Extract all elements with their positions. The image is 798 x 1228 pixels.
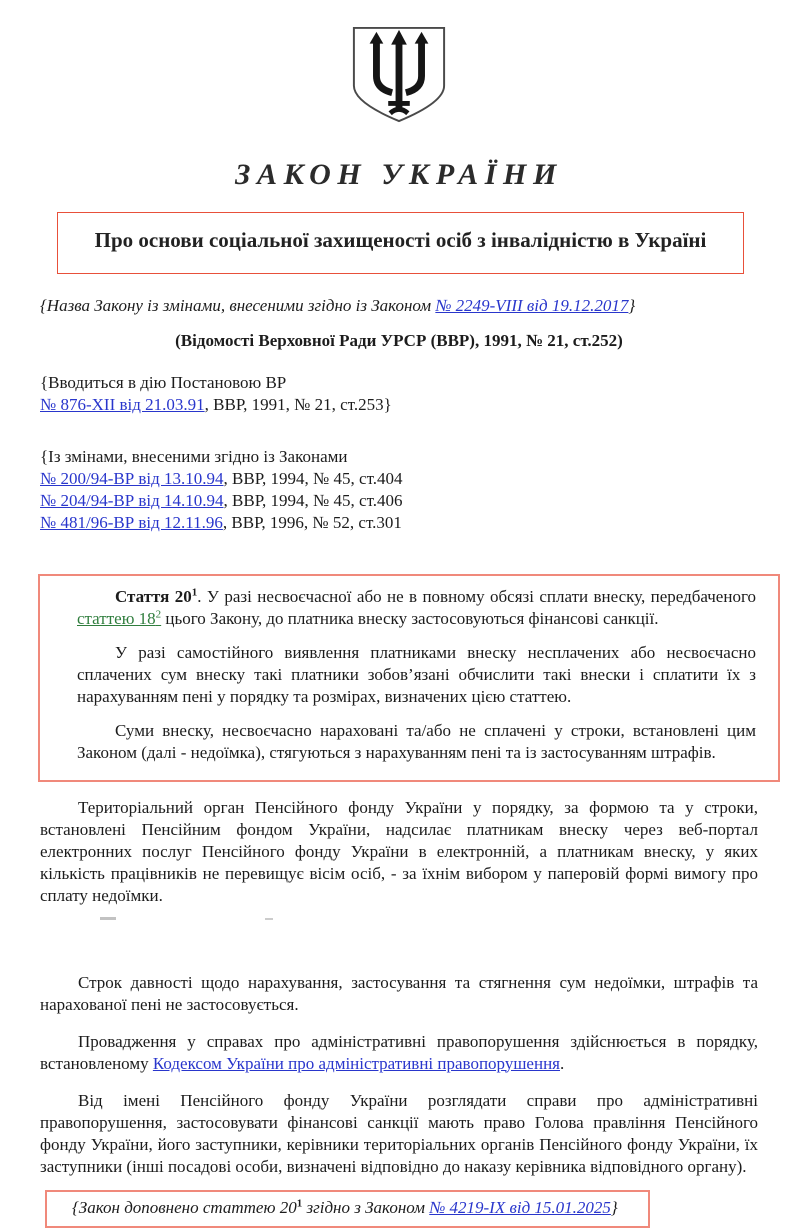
document-type-title: ЗАКОН УКРАЇНИ: [235, 158, 563, 191]
article-20-1-paragraph-3: Суми внеску, несвоєчасно нараховані та/або не сплачені у строки, встановлені цим Законом (далі - недоїмка), стягуються з нарахуванням пені та із застосуванням штрафів.: [77, 720, 756, 762]
law-link-2249[interactable]: № 2249-VIII від 19.12.2017: [435, 295, 629, 315]
ukraine-trident-coat-of-arms-icon: [347, 25, 451, 130]
supplement-middle: згідно з Законом: [302, 1197, 430, 1217]
document-body: [0, 797, 798, 1178]
supplement-suffix: }: [610, 1197, 618, 1217]
article-label: Стаття $20^1$: [115, 585, 198, 606]
faded-mark: [265, 918, 273, 920]
article-p1-rest: цього Закону, до платника внеску застосовуються фінансові санкції.: [161, 608, 659, 628]
spacer: [40, 927, 758, 957]
amendments-header: {Із змінами, внесеними згідно із Законами: [40, 446, 348, 466]
admin-offenses-prefix: Провадження у справах про адміністративні правопорушення здійснюється в порядку, встановленому: [40, 1031, 758, 1073]
faded-text-remnant: [40, 913, 758, 927]
enactment-suffix: , ВВР, 1991, № 21, ст.253}: [204, 394, 392, 414]
article-20-1-paragraph-1: [77, 586, 756, 630]
paragraph-limitation-period: Строк давності щодо нарахування, застосування та стягнення сум недоїмки, штрафів та нарахованої пені не застосовується.: [40, 972, 758, 1014]
amendment-rest: , ВВР, 1994, № 45, ст.404: [223, 468, 403, 488]
admin-offenses-suffix: .: [560, 1053, 565, 1073]
law-title-box: [57, 212, 744, 274]
law-link-876[interactable]: № 876-XII від 21.03.91: [40, 394, 205, 414]
faded-mark: [100, 917, 116, 920]
enactment-note: [40, 372, 758, 416]
article-18-link[interactable]: статтею $18^2$: [77, 607, 162, 628]
article-20-1-paragraph-2: У разі самостійного виявлення платниками внеску несплачених або несвоєчасно сплачених сум внеску такі платники зобов’язані обчислити такі внески і сплатити їх з нарахуванням пені у порядку та розмірах, визначених цією статтею.: [77, 642, 756, 706]
document-content: [0, 295, 798, 534]
paragraph-admin-offenses: [40, 1031, 758, 1075]
vvr-reference-line: (Відомості Верховної Ради УРСР (ВВР), 1991, № 21, ст.252): [175, 330, 623, 350]
amendment-rest: , ВВР, 1996, № 52, ст.301: [222, 512, 402, 532]
emblem-container: [0, 0, 798, 130]
law-link-204-94[interactable]: № 204/94-ВР від 14.10.94: [40, 490, 224, 510]
law-title: Про основи соціальної захищеності осіб з інвалідністю в Україні: [94, 228, 707, 252]
note-suffix: }: [628, 295, 636, 315]
article-20-1-highlight-box: [38, 574, 780, 782]
title-amendment-note: [40, 295, 758, 317]
enactment-text: {Вводиться в дію Постановою ВР: [40, 372, 287, 392]
paragraph-pension-fund-notice: Територіальний орган Пенсійного фонду України у порядку, за формою та у строки, встановлені Пенсійним фондом України, надсилає платникам внеску через веб-портал електронних послуг Пенсійного фонду України в електронній, а платникам внеску, у яких кількість працівників не перевищує вісім осіб, - за їхнім вибором у паперовій формі вимогу про сплату недоїмки.: [40, 797, 758, 905]
supplement-prefix: {Закон доповнено статтею 20: [72, 1197, 297, 1217]
law-link-200-94[interactable]: № 200/94-ВР від 13.10.94: [40, 468, 224, 488]
amendment-rest: , ВВР, 1994, № 45, ст.406: [223, 490, 403, 510]
supplement-note: {Закон доповнено статтею $20^1$ згідно з Законом № 4219-IX від 15.01.2025}: [72, 1196, 618, 1217]
paragraph-pension-fund-authority: Від імені Пенсійного фонду України розглядати справи про адміністративні правопорушення, застосовувати фінансові санкції мають право Голова правління Пенсійного фонду України, його заступники, керівники територіальних органів Пенсійного фонду України, їх заступники (інші посадові особи, визначені відповідно до наказу керівника відповідного органу).: [40, 1090, 758, 1176]
admin-code-link[interactable]: Кодексом України про адміністративні правопорушення: [152, 1053, 560, 1073]
law-link-4219[interactable]: № 4219-IX від 15.01.2025: [429, 1197, 611, 1217]
note-prefix: {Назва Закону із змінами, внесеними згідно із Законом: [40, 295, 436, 315]
law-link-481-96[interactable]: № 481/96-ВР від 12.11.96: [40, 512, 223, 532]
supplement-note-box: [45, 1190, 650, 1228]
amendments-list: [40, 446, 758, 534]
article-p1-text: . У разі несвоєчасної або не в повному обсязі сплати внеску, передбаченого: [197, 586, 756, 606]
